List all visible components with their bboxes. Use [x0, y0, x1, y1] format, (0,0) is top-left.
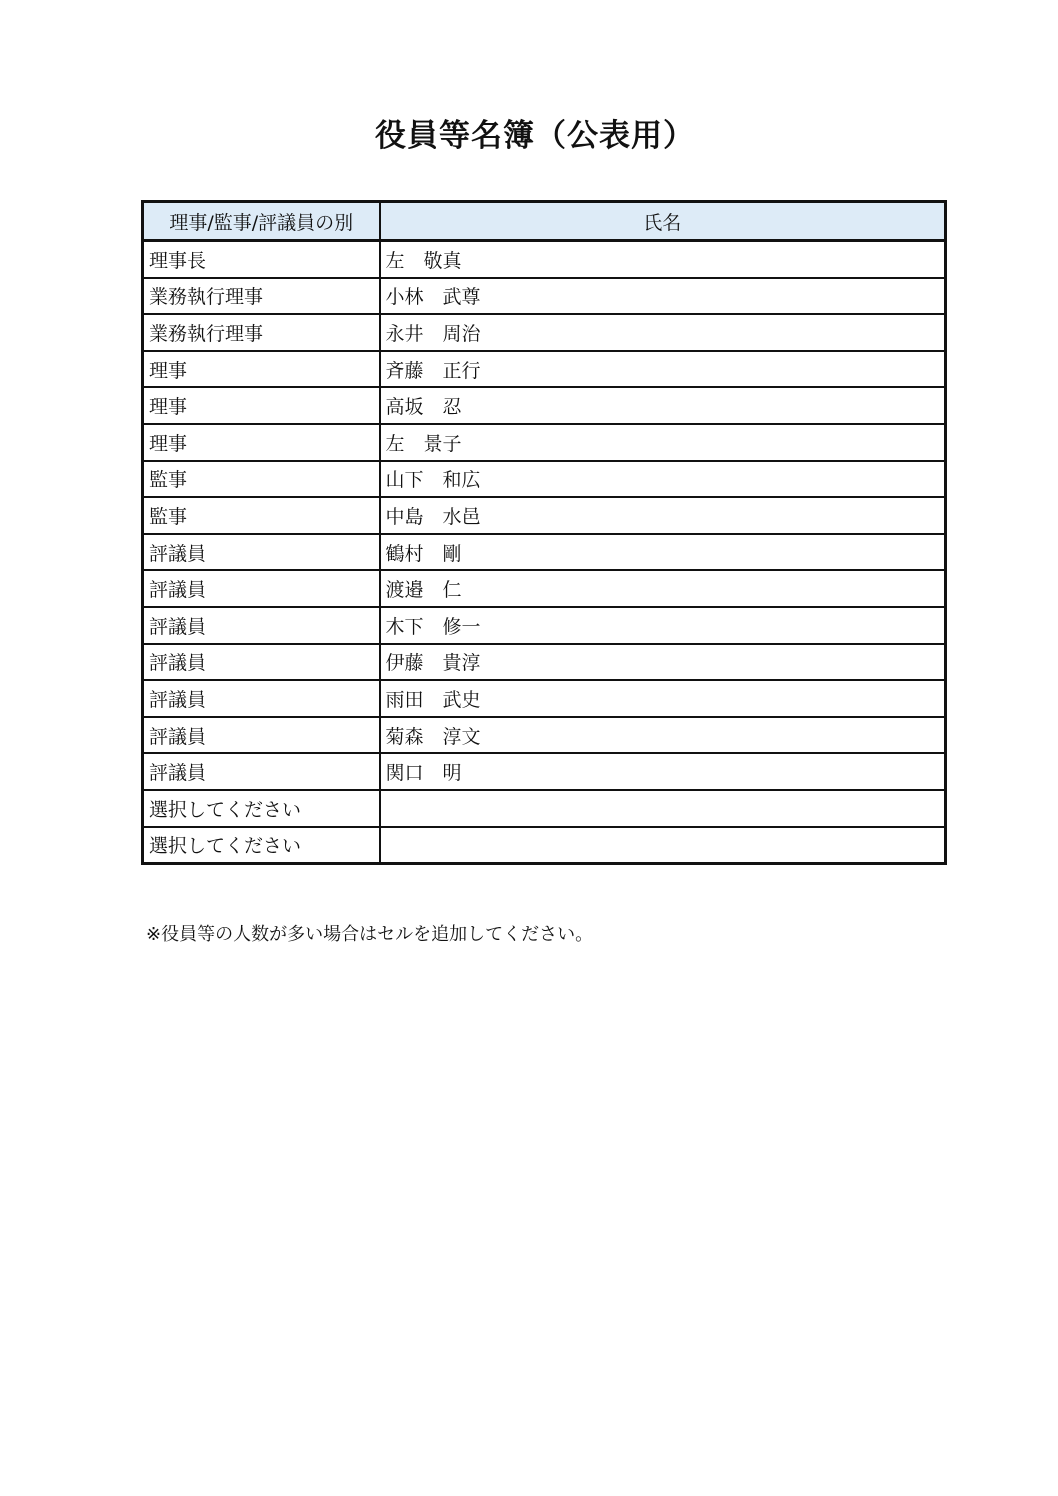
footnote: ※役員等の人数が多い場合はセルを追加してください。: [146, 924, 594, 945]
role-cell: 監事: [143, 497, 380, 534]
officer-roster-table: [141, 200, 947, 865]
role-cell: 評議員: [143, 644, 380, 681]
table-row: [143, 570, 946, 607]
name-cell: 雨田 武史: [380, 680, 946, 717]
role-cell: 評議員: [143, 680, 380, 717]
role-cell: 監事: [143, 461, 380, 498]
name-cell: 中島 水邑: [380, 497, 946, 534]
name-cell: 左 景子: [380, 424, 946, 461]
name-cell: 小林 武尊: [380, 278, 946, 315]
table-row: [143, 534, 946, 571]
table-row: [143, 790, 946, 827]
role-cell: 理事: [143, 351, 380, 388]
role-cell: 評議員: [143, 607, 380, 644]
table-row: [143, 717, 946, 754]
name-cell: 斉藤 正行: [380, 351, 946, 388]
name-cell: 左 敬真: [380, 241, 946, 278]
role-cell: 評議員: [143, 717, 380, 754]
name-cell: 渡邉 仁: [380, 570, 946, 607]
role-cell: 評議員: [143, 534, 380, 571]
table-row: [143, 607, 946, 644]
name-cell: [380, 827, 946, 864]
table-row: [143, 314, 946, 351]
name-cell: 永井 周治: [380, 314, 946, 351]
table-row: [143, 497, 946, 534]
table-body: [143, 241, 946, 864]
role-cell: 業務執行理事: [143, 278, 380, 315]
name-cell: 関口 明: [380, 753, 946, 790]
name-cell: 木下 修一: [380, 607, 946, 644]
role-cell: 評議員: [143, 570, 380, 607]
name-cell: 鶴村 剛: [380, 534, 946, 571]
table-row: [143, 424, 946, 461]
table-row: [143, 753, 946, 790]
role-cell: 理事: [143, 424, 380, 461]
table-row: [143, 680, 946, 717]
role-cell: 理事長: [143, 241, 380, 278]
table-row: [143, 387, 946, 424]
role-cell: 選択してください: [143, 790, 380, 827]
table-row: [143, 278, 946, 315]
table-header-row: [143, 202, 946, 241]
column-header-name: 氏名: [380, 202, 946, 241]
role-cell: 選択してください: [143, 827, 380, 864]
role-cell: 評議員: [143, 753, 380, 790]
table-row: [143, 644, 946, 681]
name-cell: [380, 790, 946, 827]
table-row: [143, 461, 946, 498]
table-row: [143, 241, 946, 278]
table-row: [143, 827, 946, 864]
column-header-role: 理事/監事/評議員の別: [143, 202, 380, 241]
table-row: [143, 351, 946, 388]
role-cell: 業務執行理事: [143, 314, 380, 351]
name-cell: 伊藤 貴淳: [380, 644, 946, 681]
name-cell: 高坂 忍: [380, 387, 946, 424]
name-cell: 山下 和広: [380, 461, 946, 498]
role-cell: 理事: [143, 387, 380, 424]
page-title: 役員等名簿（公表用）: [375, 118, 695, 154]
name-cell: 菊森 淳文: [380, 717, 946, 754]
